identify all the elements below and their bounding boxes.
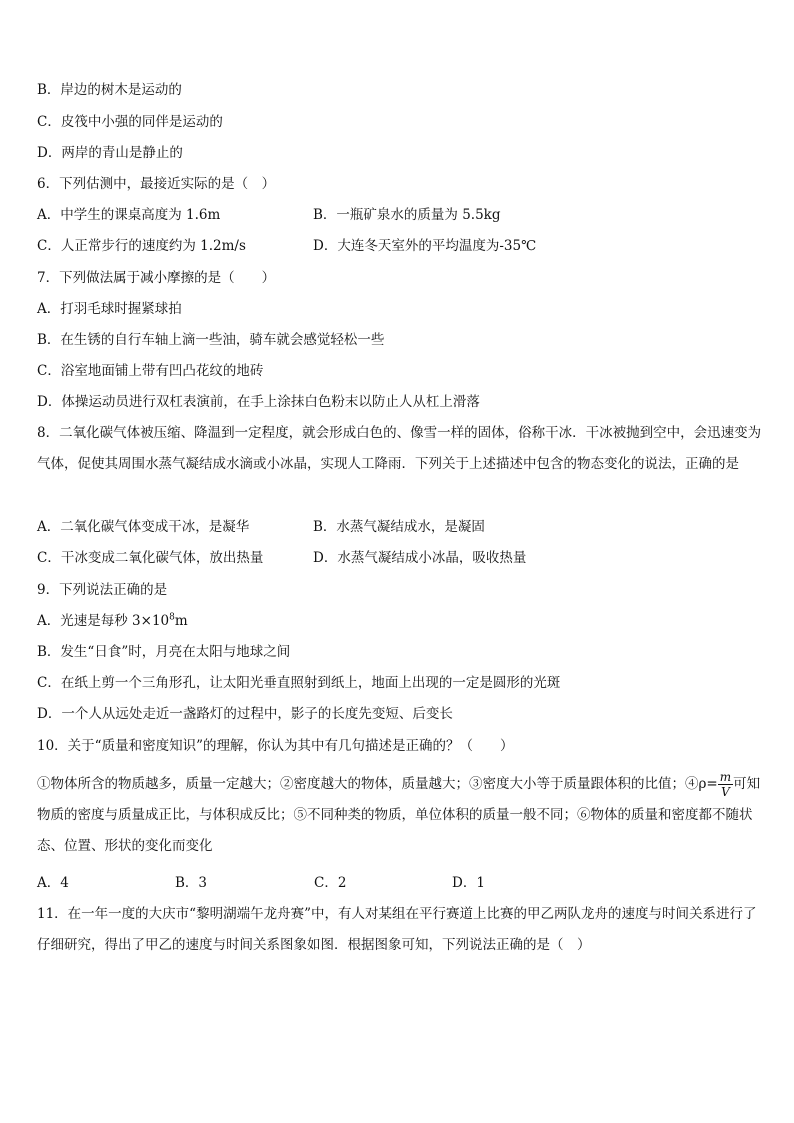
formula-numerator: m xyxy=(719,770,732,784)
q7-stem: 7．下列做法属于减小摩擦的是（ ） xyxy=(37,270,276,286)
q6-option-b: B．一瓶矿泉水的质量为 5.5kg xyxy=(313,207,501,223)
q9-option-d: D．一个人从远处走近一盏路灯的过程中，影子的长度先变短、后变长 xyxy=(37,706,453,722)
q5-option-d: D．两岸的青山是静止的 xyxy=(37,145,183,161)
q9-option-a xyxy=(37,611,764,631)
q5-option-c: C．皮筏中小强的同伴是运动的 xyxy=(37,114,223,130)
q9-option-a-text: A．光速是每秒 3×10 xyxy=(37,613,170,629)
q6-option-a: A．中学生的课桌高度为 1.6m xyxy=(37,207,221,223)
q8-option-c: C．干冰变成二氧化碳气体，放出热量 xyxy=(37,550,264,566)
q8-option-b: B．水蒸气凝结成水，是凝固 xyxy=(313,519,485,535)
q8-options-row2 xyxy=(37,548,764,568)
q7-option-c: C．浴室地面铺上带有凹凸花纹的地砖 xyxy=(37,363,264,379)
q6-option-d: D．大连冬天室外的平均温度为-35℃ xyxy=(313,238,537,254)
q7-option-a: A．打羽毛球时握紧球拍 xyxy=(37,301,182,317)
q6-options-row1 xyxy=(37,205,764,225)
density-formula-fraction xyxy=(718,770,733,799)
q8-option-d: D．水蒸气凝结成小冰晶，吸收热量 xyxy=(313,550,527,566)
q6-options-row2 xyxy=(37,236,764,256)
q9-option-a-exponent: 8 xyxy=(169,612,175,623)
q8-options-row1 xyxy=(37,517,764,537)
q6-stem: 6．下列估测中，最接近实际的是（ ） xyxy=(37,176,276,192)
q10-body-start: ①物体所含的物质越多，质量一定越大；②密度越大的物体，质量越大；③密度大小等于质量跟体积的比值；④ρ= xyxy=(37,776,718,792)
q10-body xyxy=(37,769,764,862)
q10-option-a: A．4 xyxy=(37,875,69,891)
q5-option-b: B．岸边的树木是运动的 xyxy=(37,82,182,98)
q10-option-d: D．1 xyxy=(452,875,485,891)
q10-option-c: C．2 xyxy=(314,875,347,891)
q9-option-b: B．发生“日食”时，月亮在太阳与地球之间 xyxy=(37,644,291,660)
q9-option-c: C．在纸上剪一个三角形孔，让太阳光垂直照射到纸上，地面上出现的一定是圆形的光斑 xyxy=(37,675,561,691)
q7-option-b: B．在生锈的自行车轴上滴一些油，骑车就会感觉轻松一些 xyxy=(37,332,385,348)
q10-body-end: 可知物质的密度与质量成正比，与体积成反比；⑤不同种类的物质，单位体积的质量一般不同；⑥物体的质量和密度都不随状态、位置、形状的变化而变化 xyxy=(37,776,761,854)
q8-stem: 8．二氧化碳气体被压缩、降温到一定程度，就会形成白色的、像雪一样的固体，俗称干冰．干冰被抛到空中，会迅速变为气体，促使其周围水蒸气凝结成水滴或小冰晶，实现人工降雨．下列关于上述描述中包含的物态变化的说法，正确的是 xyxy=(37,425,762,472)
q8-option-a: A．二氧化碳气体变成干冰，是凝华 xyxy=(37,519,250,535)
q11-stem: 11．在一年一度的大庆市“黎明湖端午龙舟赛”中，有人对某组在平行赛道上比赛的甲乙两队龙舟的速度与时间关系进行了仔细研究，得出了甲乙的速度与时间关系图象如图．根据图象可知，下列说法正确的是（ ） xyxy=(37,906,757,953)
q7-option-d: D．体操运动员进行双杠表演前，在手上涂抹白色粉末以防止人从杠上滑落 xyxy=(37,394,480,410)
formula-denominator: V xyxy=(721,785,730,799)
q10-stem: 10．关于“质量和密度知识”的理解，你认为其中有几句描述是正确的？（ ） xyxy=(37,738,514,754)
q10-option-b: B．3 xyxy=(175,875,208,891)
q6-option-c: C．人正常步行的速度约为 1.2m/s xyxy=(37,238,246,254)
q9-stem: 9．下列说法正确的是 xyxy=(37,582,168,598)
q9-option-a-unit: m xyxy=(174,613,188,629)
